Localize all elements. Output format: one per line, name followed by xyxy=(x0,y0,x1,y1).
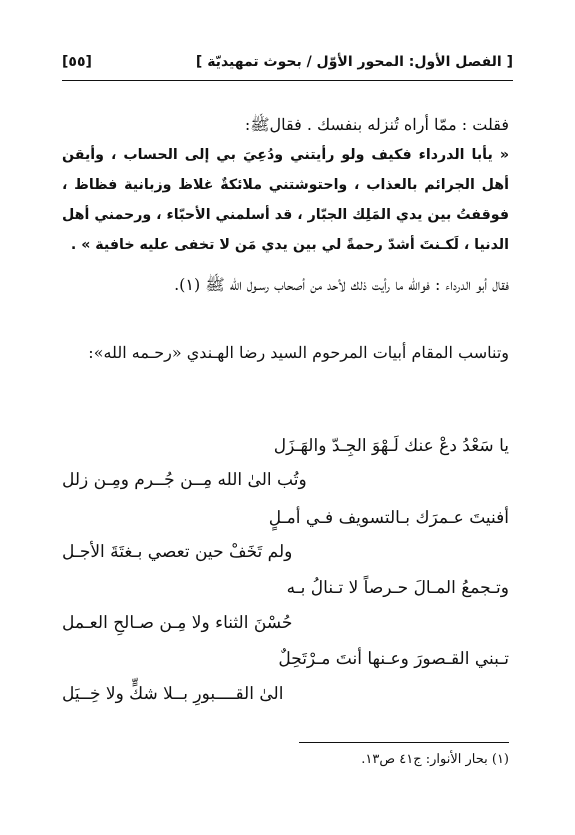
verse-line: الىٰ القــــبورِ بــلا شكٍّ ولا خِــيَل xyxy=(62,684,284,704)
hadith-quote: « يأبا الدرداء فكيف ولو رأيتني ودُعِيَ بي إلى الحساب ، وأيقن أهل الجرائم بالعذاب ، واحتوشتني ملائكةٌ غلاظ وزبانية فظاظ ، فوقفتُ بين يدي المَلِك الجبّار ، قد أسلمني الأحبّاء ، ورحمني أهل الدنيا ، لَكـنتَ أشدّ رحمةً لي بين يدي مَن لا تخفى عليه خافية » . xyxy=(62,147,509,253)
page-number: [٥٥] xyxy=(62,54,92,70)
intro-paragraph: فقلت : ممّا أراه تُنزله بنفسك . فقالﷺ: xyxy=(244,115,509,134)
narration-paragraph: فقال أبو الدرداء : فوالله ما رأيت ذلك لأحد من أصحاب رسـول الله ﷺ (١). xyxy=(174,275,509,294)
footnote-divider xyxy=(299,742,509,743)
poem-intro-paragraph: وتناسب المقام أبيات المرحوم السيد رضا الهـندي «رحـمه الله»: xyxy=(88,343,509,362)
verse-line: أفنيتَ عـمرَك بـالتسويف فـي أمـلٍ xyxy=(268,508,509,528)
verse-line: وتـجمعُ المـالَ حـرصاً لا تـنالُ بـه xyxy=(286,578,509,598)
footnote: (١) بحار الأنوار: ج٤١ ص١٣. xyxy=(361,752,509,767)
running-title: [ الفصل الأول: المحور الأوّل / بحوث تمهيديّة ] xyxy=(195,54,513,70)
verse-line: ولم تَخَفْ حين تعصي بـغتَةَ الأجـل xyxy=(62,542,293,562)
running-header xyxy=(62,52,513,81)
verse-line: يا سَعْدُ دعْ عنك لَـهْوَ الجِـدّ والهَـزَل xyxy=(273,436,509,456)
verse-line: تـبني القـصورَ وعـنها أنتَ مـرْتَحِلٌ xyxy=(278,649,509,669)
verse-line: حُسْنَ الثناء ولا مِـن صـالحِ العـمل xyxy=(62,613,293,633)
verse-line: وتُب الىٰ الله مِــن جُــرم ومِـن زلل xyxy=(62,470,307,490)
